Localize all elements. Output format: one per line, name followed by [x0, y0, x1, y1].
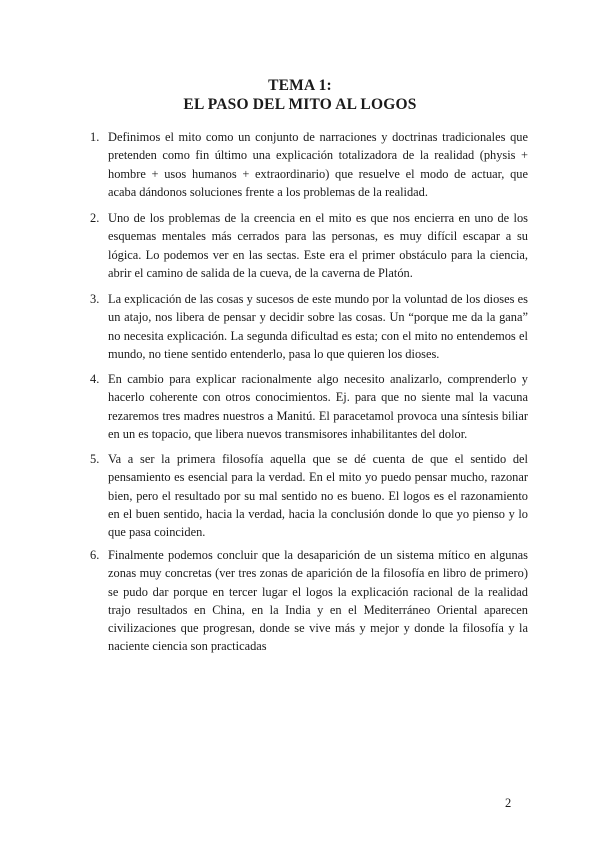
list-item-text: En cambio para explicar racionalmente algo necesito analizarlo, comprenderlo y hacerlo coherente con otros conocimientos. Ej. para que no siente mal la vacuna rezaremos tres madres nuestros a Manitú. El paracetamol provoca una síntesis biliar en un es topacio, que libera nuevos transmisores inhabilitantes del dolor. — [108, 372, 528, 441]
document-title — [0, 76, 600, 114]
list-item — [90, 290, 528, 363]
list-item — [90, 209, 528, 282]
list-item-number: 4. — [90, 372, 100, 386]
page-number: 2 — [505, 796, 512, 810]
title-line-1: TEMA 1: — [268, 77, 332, 94]
list-item — [90, 370, 528, 443]
list-item-text: Definimos el mito como un conjunto de narraciones y doctrinas tradicionales que pretenden como fin último una explicación totalizadora de la realidad (physis + hombre + usos humanos + extraordinario) que resuelve el modo de actuar, que acaba dándonos soluciones frente a los problemas de la realidad. — [108, 130, 528, 199]
list-item — [90, 546, 528, 656]
list-item-number: 1. — [90, 130, 100, 144]
list-item — [90, 450, 528, 541]
list-item — [90, 128, 528, 201]
list-item-number: 3. — [90, 292, 100, 306]
list-item-number: 5. — [90, 452, 100, 466]
list-item-text: La explicación de las cosas y sucesos de este mundo por la voluntad de los dioses es un atajo, nos libera de pensar y decidir sobre las cosas. Un “porque me da la gana” no necesita explicación. La segunda dificultad es esta; con el mito no entendemos el mundo, no tiene sentido entenderlo, pasa lo que quieren los dioses. — [108, 292, 528, 361]
list-item-text: Uno de los problemas de la creencia en el mito es que nos encierra en uno de los esquemas mentales más cerrados para las personas, es muy difícil escapar a su lógica. Lo podemos ver en las sectas. Este era el primer obstáculo para la ciencia, abrir el camino de salida de la cueva, de la caverna de Platón. — [108, 211, 528, 280]
list-item-text: Va a ser la primera filosofía aquella que se dé cuenta de que el sentido del pensamiento es esencial para la verdad. En el mito yo puedo pensar mucho, razonar bien, pero el resultado por su mal sentido no es bueno. El logos es el razonamiento en el buen sentido, hacia la verdad, hacia la conclusión donde lo que yo pienso y lo que pasa coinciden. — [108, 452, 528, 540]
list-item-number: 6. — [90, 548, 100, 562]
list-item-number: 2. — [90, 211, 100, 225]
list-item-text: Finalmente podemos concluir que la desaparición de un sistema mítico en algunas zonas muy concretas (ver tres zonas de aparición de la filosofía en libro de primero) se pudo dar porque en tercer lugar el logos la explicación racional de la realidad trajo resultados en China, en la India y en el Mediterráneo Oriental aparecen civilizaciones que progresan, donde se vive más y mejor y donde la filosofía y la naciente ciencia son practicadas — [108, 548, 528, 654]
title-line-2: EL PASO DEL MITO AL LOGOS — [183, 96, 417, 113]
